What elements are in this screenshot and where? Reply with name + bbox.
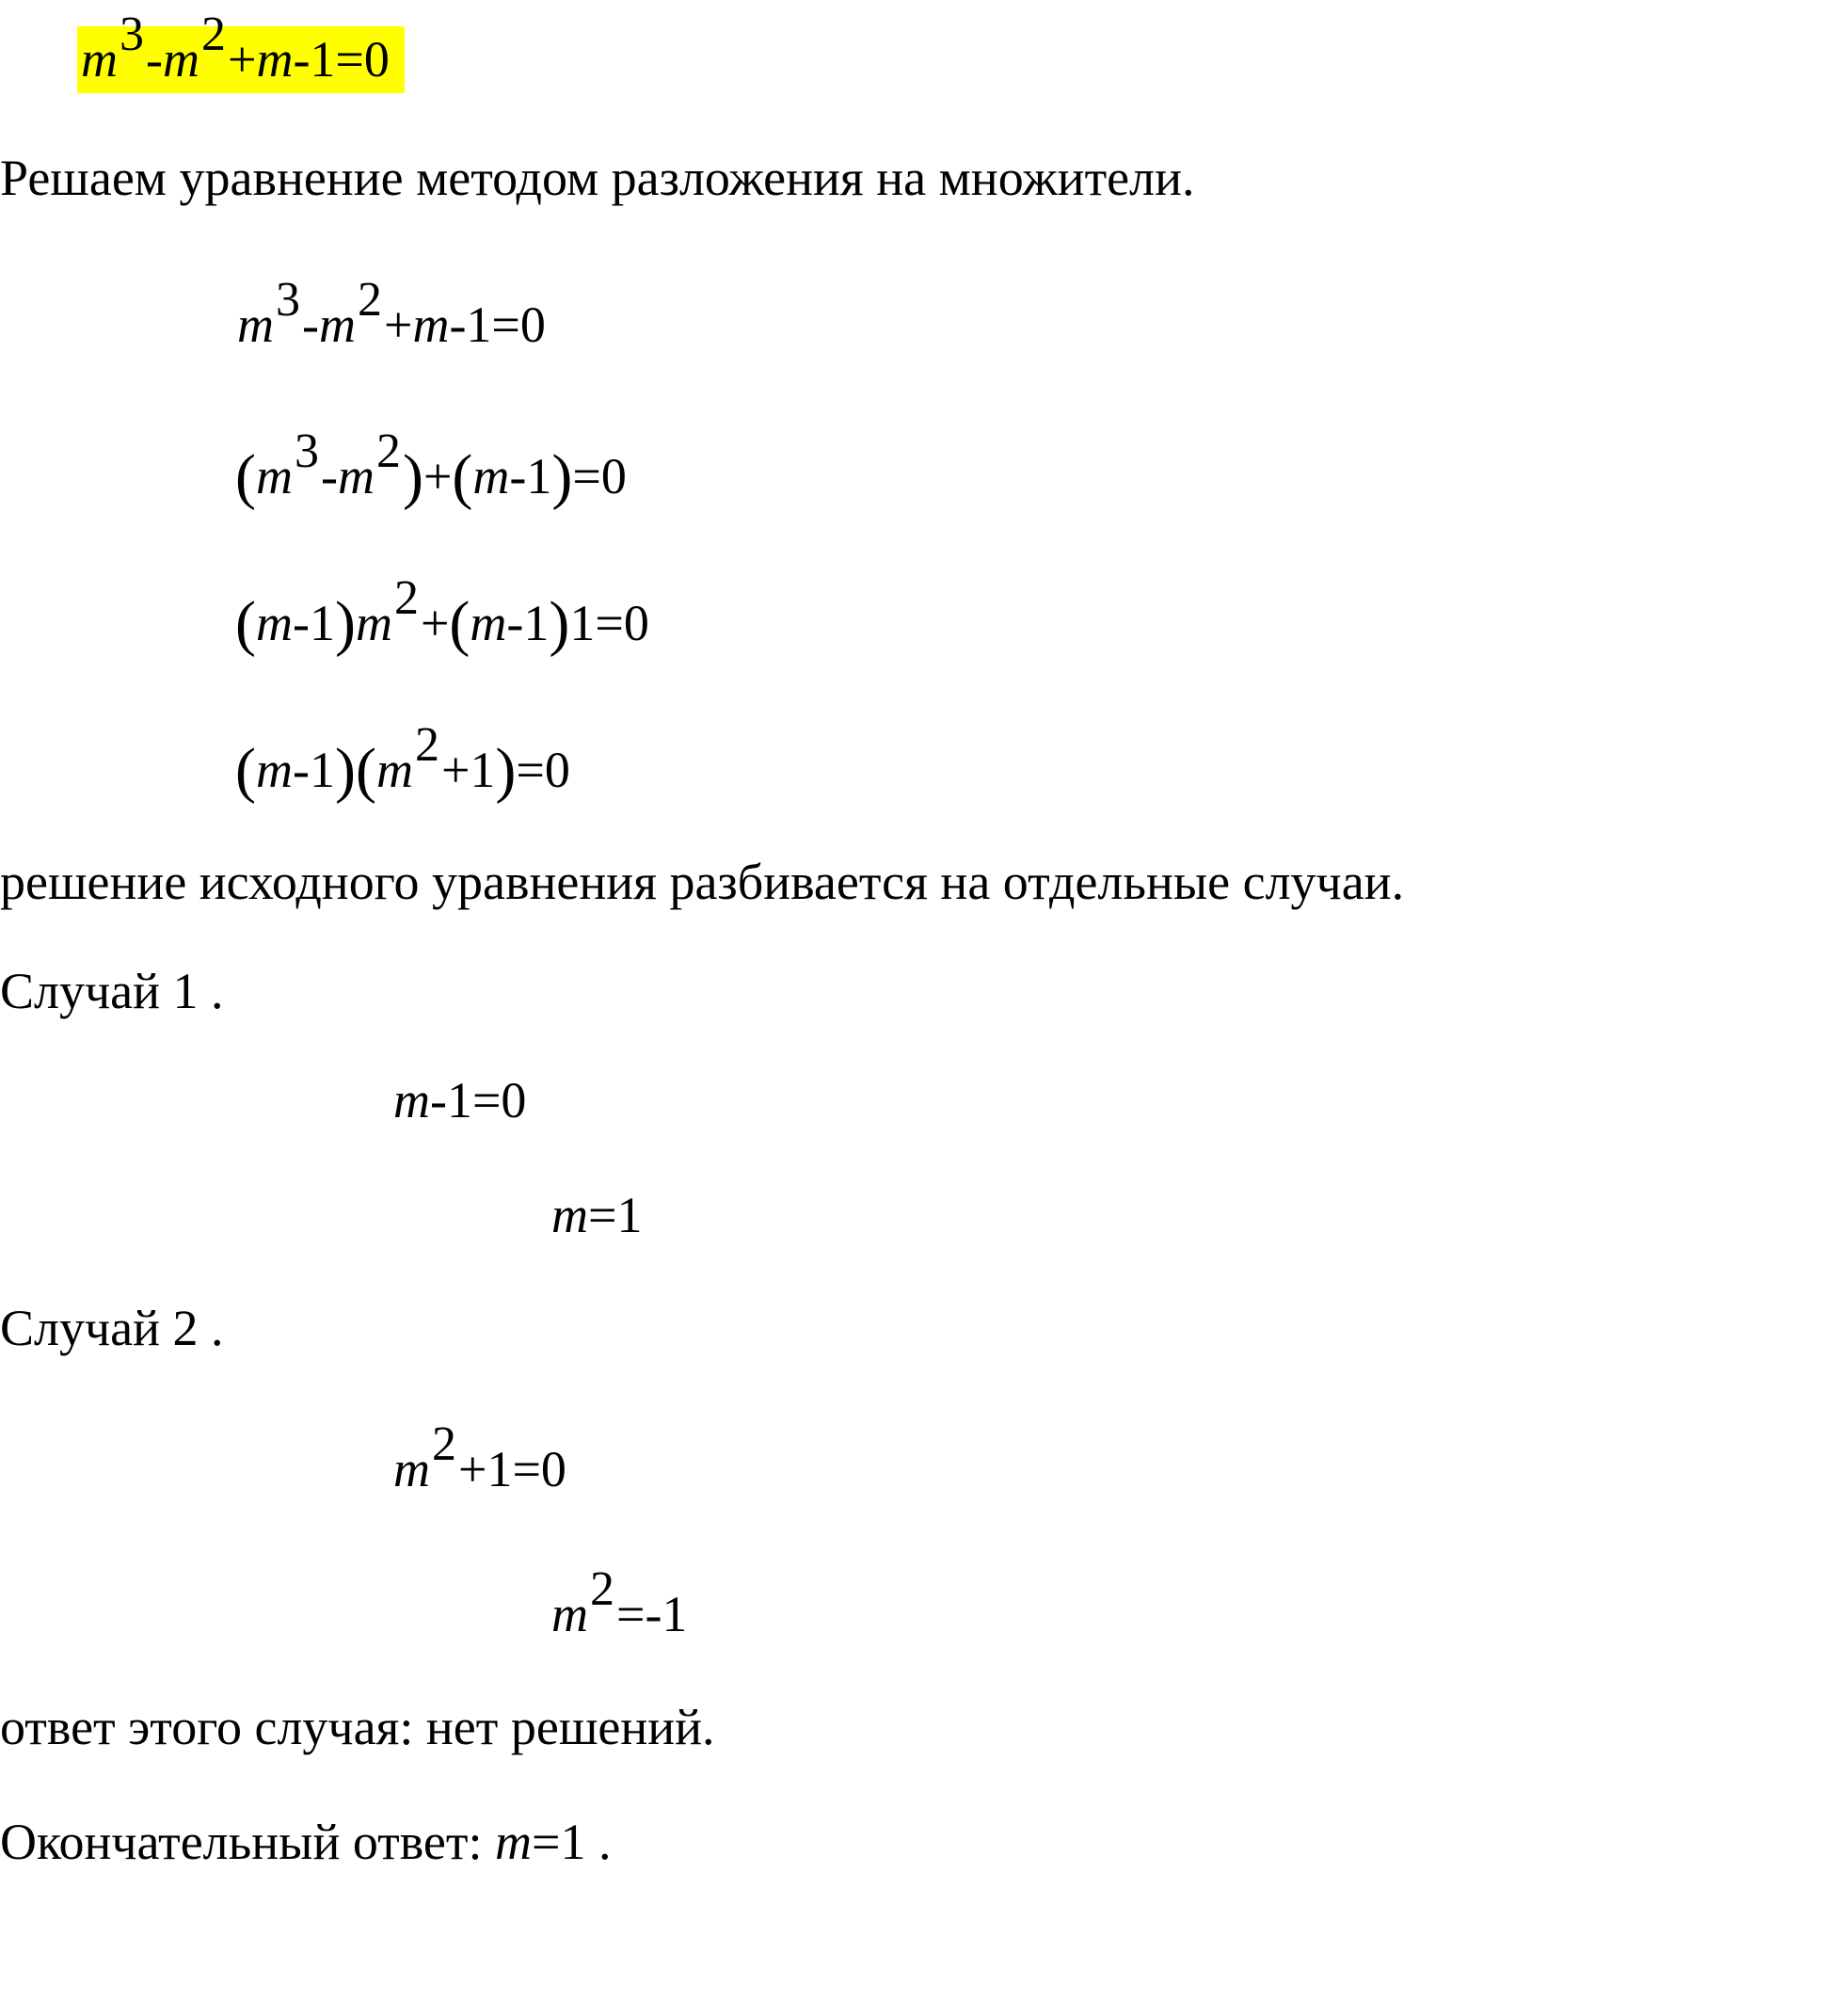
- case-2-equation-2: [551, 1562, 688, 1642]
- var-m: m: [318, 296, 356, 353]
- operator: -1: [509, 448, 552, 504]
- equation-rest: =0: [572, 448, 627, 504]
- equation-rest: =0: [516, 742, 570, 798]
- case-1-equation-1: [393, 1072, 527, 1128]
- exponent: 2: [375, 424, 401, 478]
- exponent: 2: [357, 273, 382, 327]
- case-1-label: Случай 1 .: [0, 963, 224, 1019]
- operator: +1: [440, 742, 496, 798]
- operator: -1: [506, 595, 550, 651]
- var-m: m: [470, 595, 507, 651]
- final-answer: [0, 1814, 612, 1870]
- paren: (: [449, 589, 470, 658]
- var-m: m: [237, 296, 274, 353]
- var-m: m: [375, 742, 413, 798]
- exponent: 3: [276, 273, 300, 327]
- paren: (: [235, 589, 256, 658]
- paren: ): [551, 442, 573, 511]
- exponent: 2: [432, 1417, 456, 1471]
- header-equation: [77, 8, 405, 93]
- operator: +: [423, 448, 453, 504]
- split-text: решение исходного уравнения разбивается на отдельные случаи.: [0, 854, 1405, 910]
- equation-rest: 1=0: [569, 595, 649, 651]
- case-1-equation-2: [551, 1187, 643, 1243]
- final-answer-label: Окончательный ответ:: [0, 1814, 495, 1870]
- exponent: 3: [120, 8, 144, 61]
- operator: -1: [292, 742, 335, 798]
- var-m: m: [551, 1187, 588, 1243]
- operator: +: [383, 296, 413, 353]
- var-m: m: [472, 448, 510, 504]
- step-4-equation: [235, 718, 570, 805]
- var-m: m: [412, 296, 450, 353]
- operator: -1: [292, 595, 335, 651]
- case-2-equation-1: [393, 1417, 566, 1497]
- operator: -: [302, 296, 319, 353]
- exponent: 2: [393, 571, 419, 625]
- var-m: m: [162, 31, 199, 88]
- var-m: m: [393, 1072, 430, 1128]
- var-m: m: [256, 31, 294, 88]
- exponent: 2: [414, 718, 439, 772]
- step-1-equation: [237, 273, 546, 353]
- exponent: 2: [590, 1562, 614, 1616]
- operator: -: [146, 31, 163, 88]
- paren: ): [549, 589, 570, 658]
- var-m: m: [81, 31, 118, 88]
- final-answer-value: =1 .: [531, 1814, 612, 1870]
- equation-rest: -1=0: [430, 1072, 527, 1128]
- var-m: m: [393, 1441, 430, 1497]
- case-2-label: Случай 2 .: [0, 1300, 224, 1356]
- var-m: m: [255, 448, 293, 504]
- paren: (: [355, 736, 376, 805]
- exponent: 2: [200, 8, 226, 61]
- equation-rest: -1=0: [293, 31, 390, 88]
- equation-rest: =1: [588, 1187, 643, 1243]
- equation-rest: +1=0: [458, 1441, 566, 1497]
- step-2-equation: [235, 424, 627, 511]
- paren: ): [334, 736, 356, 805]
- paren: ): [402, 442, 423, 511]
- case-2-conclusion: ответ этого случая: нет решений.: [0, 1699, 715, 1755]
- operator: -: [320, 448, 338, 504]
- operator: +: [420, 595, 450, 651]
- exponent: 3: [294, 424, 319, 478]
- paren: ): [495, 736, 517, 805]
- equation-rest: =-1: [616, 1586, 688, 1642]
- equation-rest: -1=0: [449, 296, 546, 353]
- paren: (: [452, 442, 473, 511]
- intro-text: Решаем уравнение методом разложения на множители.: [0, 150, 1195, 206]
- var-m: m: [337, 448, 375, 504]
- step-3-equation: [235, 571, 649, 658]
- paren: (: [235, 442, 256, 511]
- var-m: m: [551, 1586, 588, 1642]
- paren: ): [334, 589, 356, 658]
- var-m: m: [255, 595, 293, 651]
- var-m: m: [255, 742, 293, 798]
- var-m: m: [355, 595, 392, 651]
- operator: +: [227, 31, 257, 88]
- var-m: m: [494, 1814, 532, 1870]
- paren: (: [235, 736, 256, 805]
